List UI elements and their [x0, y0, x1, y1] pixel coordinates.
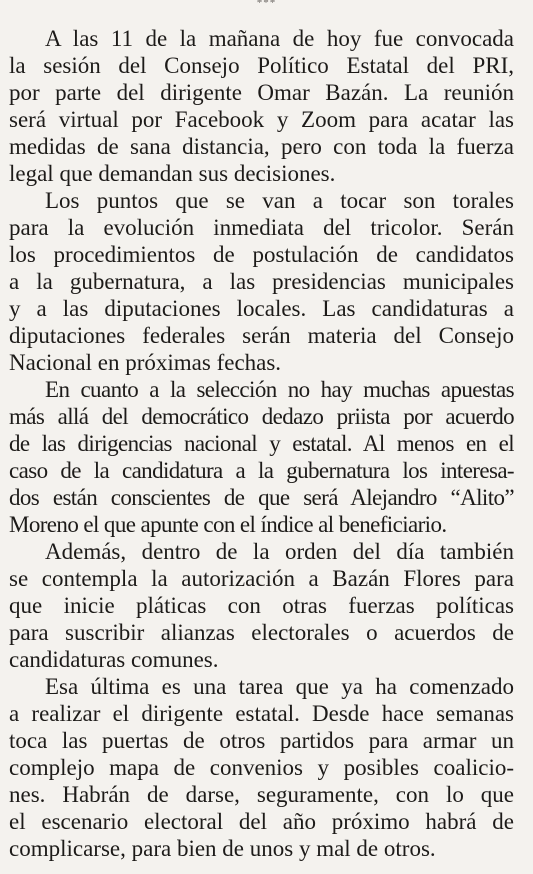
text-line: Esa última es una tarea que ya ha comenzado: [45, 674, 514, 699]
text-line: caso de la candidatura a la gubernatura los interesa-: [9, 458, 514, 483]
text-line: complejo mapa de convenios y posibles coalicio-: [9, 755, 514, 780]
text-line: dos están conscientes de que será Alejandro “Alito”: [9, 485, 514, 510]
paragraph: [9, 538, 514, 673]
text-line: Moreno el que apunte con el índice al beneficiario.: [9, 512, 447, 537]
text-line: complicarse, para bien de unos y mal de otros.: [9, 836, 436, 861]
text-line: el escenario electoral del año próximo habrá de: [9, 809, 514, 834]
text-line: de las dirigencias nacional y estatal. Al menos en el: [9, 431, 514, 456]
text-line: será virtual por Facebook y Zoom para acatar las: [9, 107, 514, 132]
text-line: por parte del dirigente Omar Bazán. La reunión: [9, 80, 514, 105]
text-line: medidas de sana distancia, pero con toda la fuerza: [9, 134, 514, 159]
text-line: que inicie pláticas con otras fuerzas políticas: [9, 593, 514, 618]
text-line: los procedimientos de postulación de candidatos: [9, 242, 514, 267]
text-line: toca las puertas de otros partidos para armar un: [9, 728, 514, 753]
paragraph: [9, 25, 514, 187]
text-line: para la evolución inmediata del tricolor. Serán: [9, 215, 514, 240]
text-line: Además, dentro de la orden del día también: [45, 539, 514, 564]
text-line: se contempla la autorización a Bazán Flores para: [9, 566, 514, 591]
text-line: nes. Habrán de darse, seguramente, con lo que: [9, 782, 514, 807]
paragraph: [9, 376, 514, 538]
paragraph: [9, 187, 514, 376]
text-line: En cuanto a la selección no hay muchas apuestas: [45, 377, 514, 402]
text-line: Los puntos que se van a tocar son torales: [45, 188, 514, 213]
text-line: a la gubernatura, a las presidencias municipales: [9, 269, 514, 294]
text-line: más allá del democrático dedazo priista por acuerdo: [9, 404, 514, 429]
text-line: Nacional en próximas fechas.: [9, 350, 282, 375]
text-line: legal que demandan sus decisiones.: [9, 161, 336, 186]
text-line: A las 11 de la mañana de hoy fue convocada: [45, 26, 514, 51]
text-line: la sesión del Consejo Político Estatal del PRI,: [9, 53, 514, 78]
text-line: para suscribir alianzas electorales o acuerdos de: [9, 620, 514, 645]
paragraph: [9, 673, 514, 862]
text-line: diputaciones federales serán materia del Consejo: [9, 323, 514, 348]
text-line: a realizar el dirigente estatal. Desde hace semanas: [9, 701, 514, 726]
text-line: candidaturas comunes.: [9, 647, 219, 672]
text-line: y a las diputaciones locales. Las candidaturas a: [9, 296, 514, 321]
article-body: [9, 25, 514, 862]
section-separator: ***: [256, 0, 277, 9]
